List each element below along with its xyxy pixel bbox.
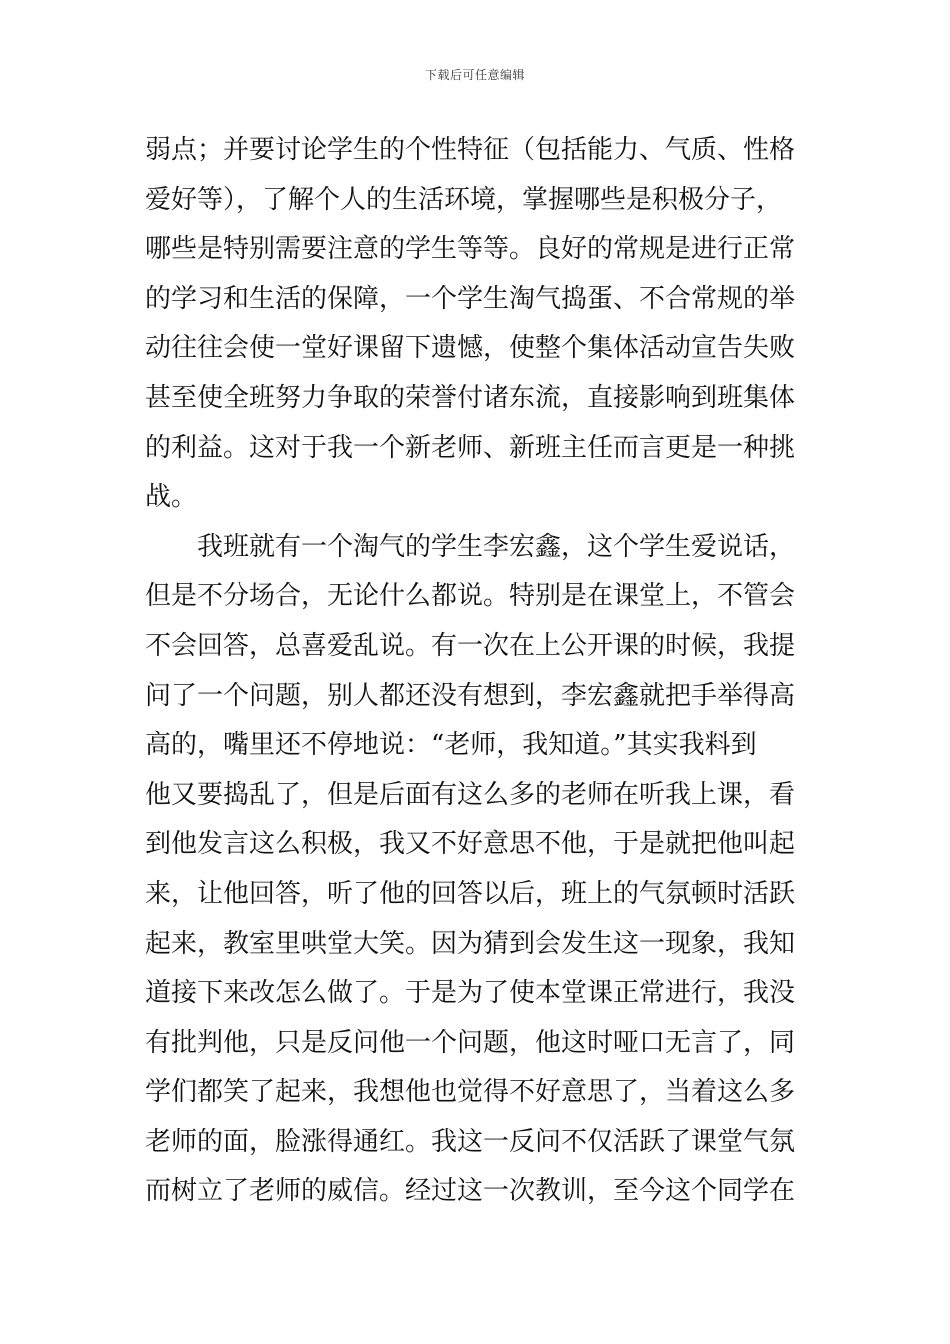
text-line: 有批判他，只是反问他一个问题，他这时哑口无言了，同	[145, 1027, 796, 1058]
text-line: 动往往会使一堂好课留下遗憾，使整个集体活动宣告失败	[145, 333, 796, 364]
text-line: 弱点；并要讨论学生的个性特征（包括能力、气质、性格	[145, 135, 796, 165]
text-line: 来，让他回答，听了他的回答以后，班上的气氛顿时活跃	[145, 878, 796, 909]
text-line: 战。	[145, 482, 198, 513]
text-line: 他又要捣乱了，但是后面有这么多的老师在听我上课，看	[145, 779, 796, 810]
text-line: 但是不分场合，无论什么都说。特别是在课堂上，不管会	[145, 581, 796, 612]
text-line: 起来，教室里哄堂大笑。因为猜到会发生这一现象，我知	[145, 928, 796, 959]
text-line: 而树立了老师的威信。经过这一次教训，至今这个同学在	[145, 1176, 796, 1207]
text-line: 老师的面，脸涨得通红。我这一反问不仅活跃了课堂气氛	[145, 1126, 796, 1157]
text-line: 学们都笑了起来，我想他也觉得不好意思了，当着这么多	[145, 1077, 796, 1108]
text-line: 的利益。这对于我一个新老师、新班主任而言更是一种挑	[145, 432, 796, 463]
text-line: 高的，嘴里还不停地说：“老师，我知道。”其实我料到	[145, 730, 757, 761]
text-line: 问了一个问题，别人都还没有想到，李宏鑫就把手举得高	[145, 680, 796, 711]
text-line: 甚至使全班努力争取的荣誉付诸东流，直接影响到班集体	[145, 382, 796, 413]
text-line: 我班就有一个淘气的学生李宏鑫，这个学生爱说话，	[197, 531, 796, 562]
text-line: 爱好等），了解个人的生活环境，掌握哪些是积极分子，	[145, 184, 783, 215]
document-body	[145, 126, 815, 1217]
text-line: 哪些是特别需要注意的学生等等。良好的常规是进行正常	[145, 234, 796, 265]
text-line: 到他发言这么积极，我又不好意思不他，于是就把他叫起	[145, 829, 796, 860]
text-line: 的学习和生活的保障，一个学生淘气捣蛋、不合常规的举	[145, 283, 796, 314]
text-line: 道接下来改怎么做了。于是为了使本堂课正常进行，我没	[145, 978, 796, 1009]
page-header: 下载后可任意编辑	[424, 68, 525, 82]
text-line: 不会回答，总喜爱乱说。有一次在上公开课的时候，我提	[145, 630, 796, 661]
